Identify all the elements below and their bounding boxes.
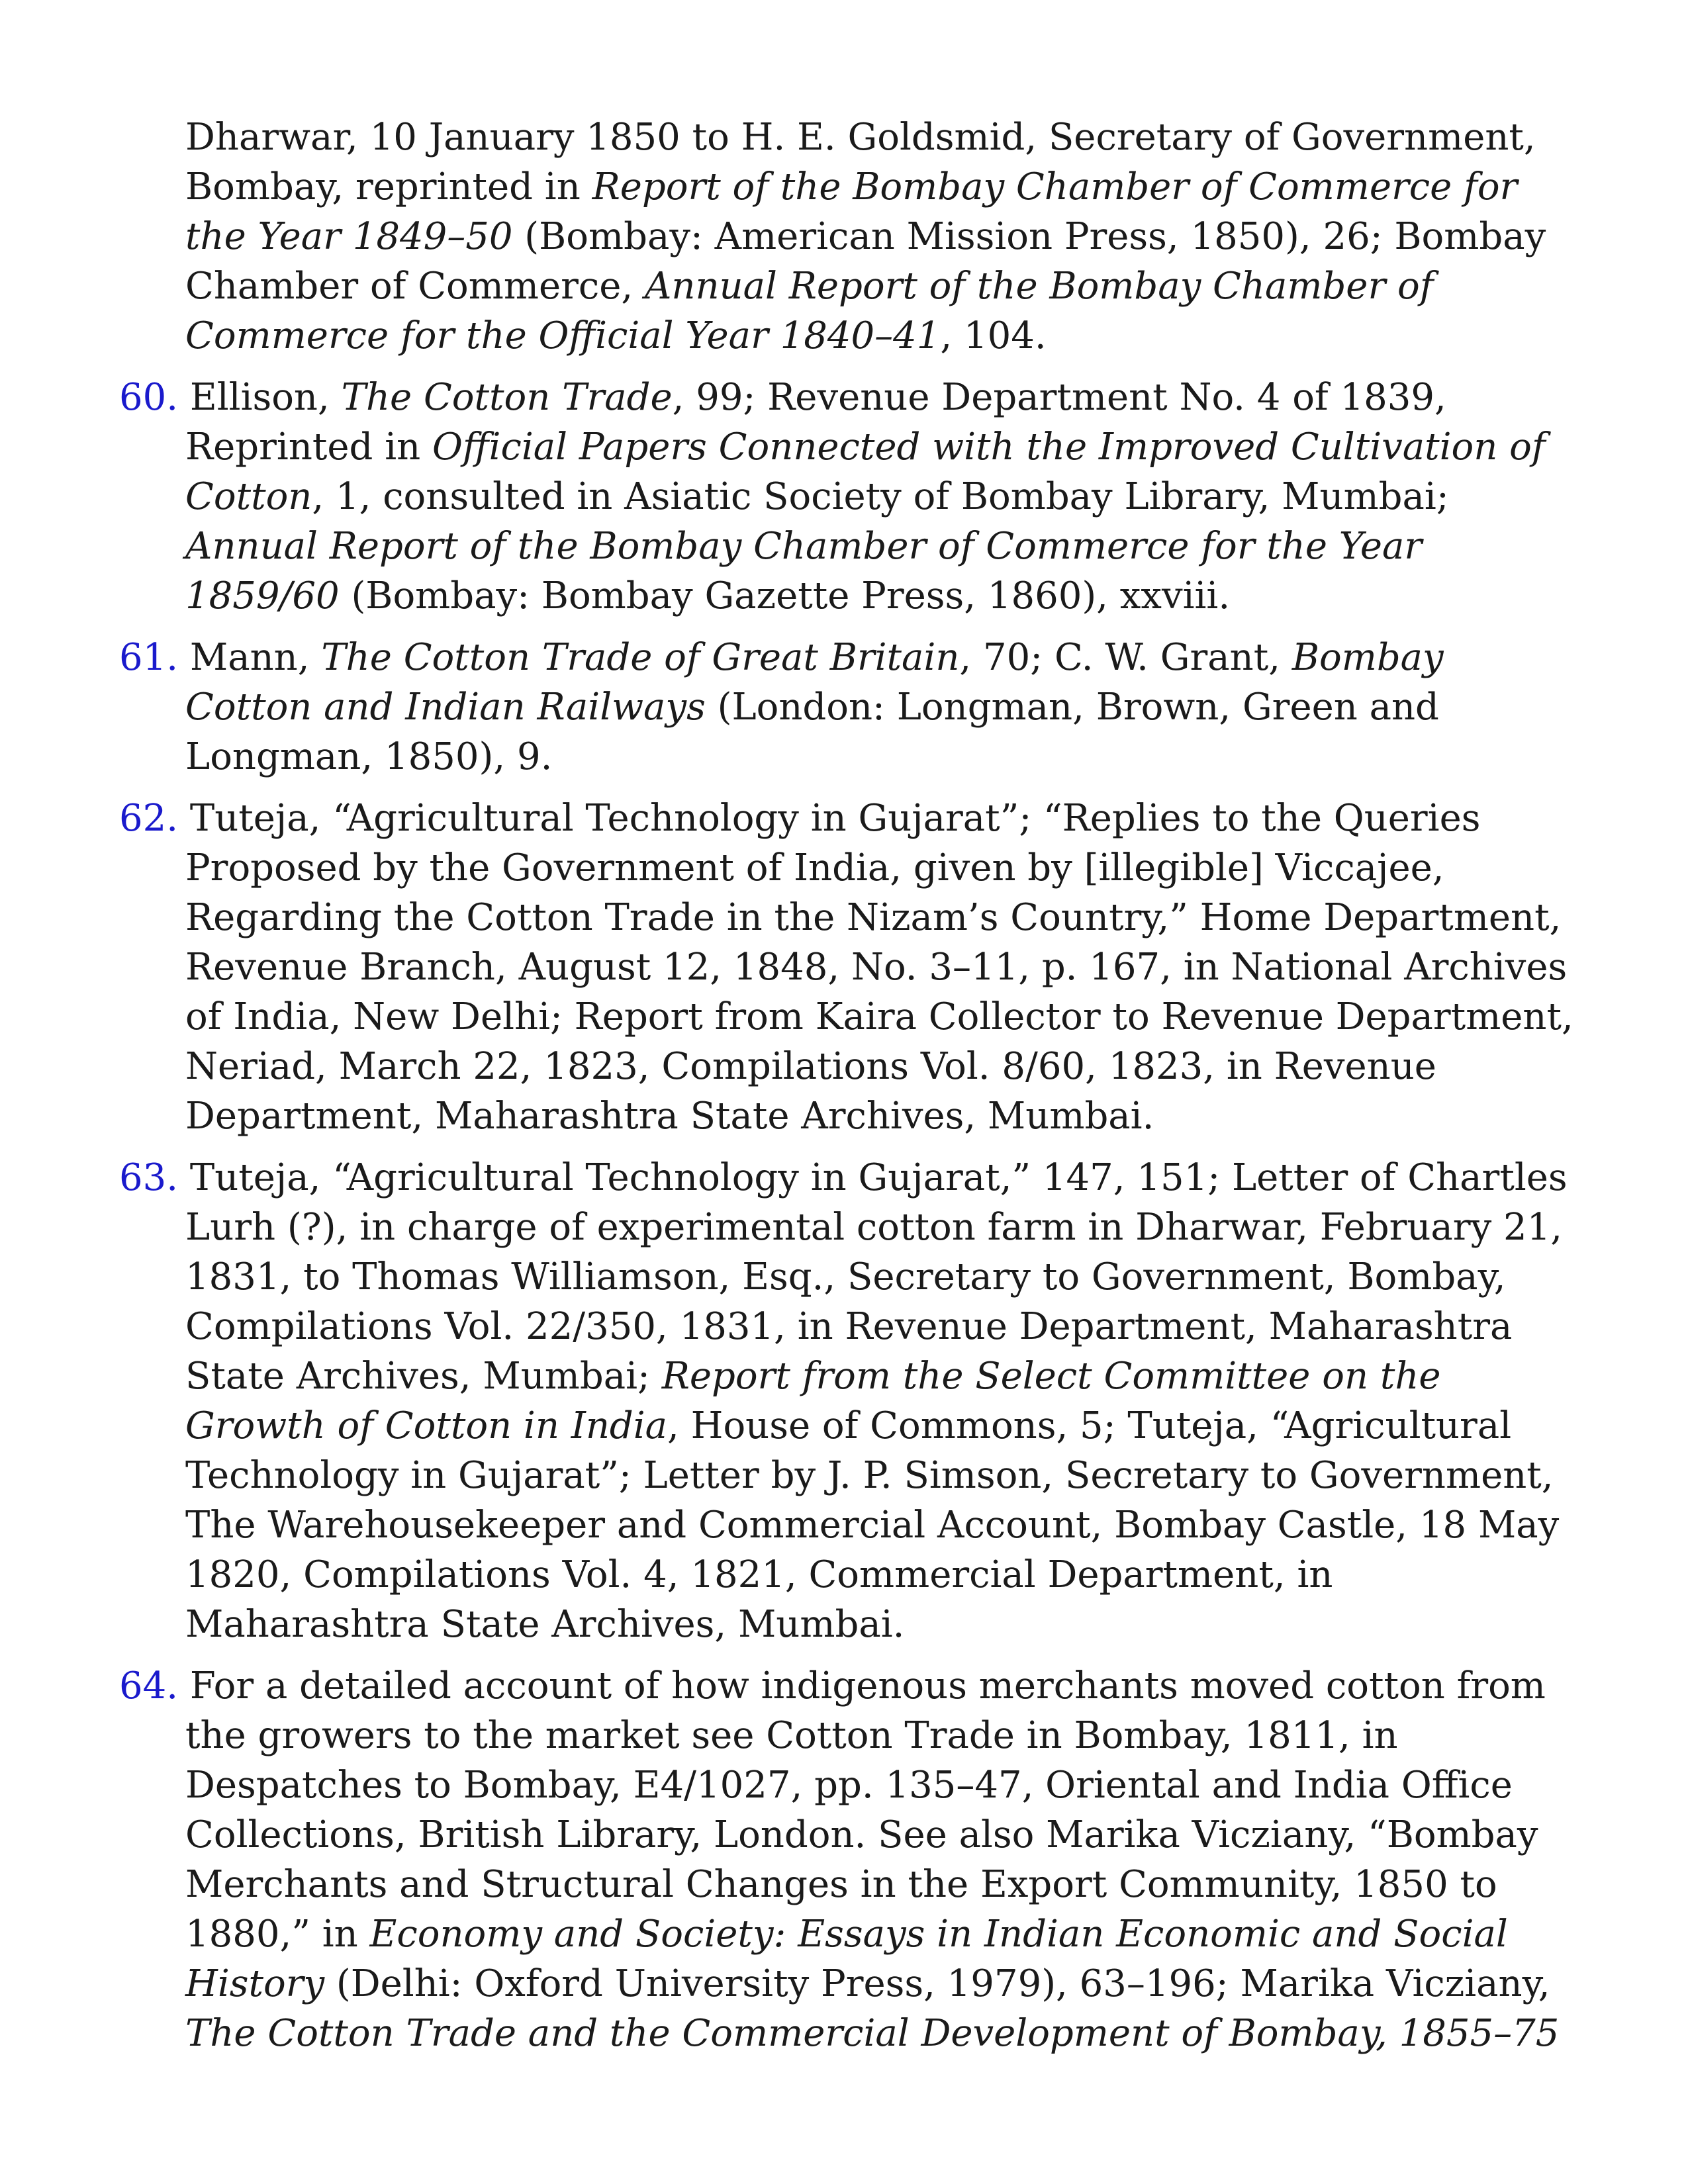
endnotes-list <box>119 113 1575 2070</box>
note-text: Mann, <box>178 636 322 679</box>
italic-title: Annual Report of the Bombay Chamber of Commerce for the Year 1859/60 <box>185 525 1423 617</box>
endnote-continuation <box>119 113 1575 361</box>
endnote-62 <box>119 794 1575 1141</box>
italic-title: Economy and Society: Essays in Indian Economic and Social History <box>185 1913 1508 2005</box>
note-text: Tuteja, “Agricultural Technology in Gujarat”; “Replies to the Queries Proposed by the Government of India, given by [illegible] Viccajee, Regarding the Cotton Trade in the Nizam’s Country,” Home Department, Revenue Branch, August 12, 1848, No. 3–11, p. 167, in National Archives of India, New Delhi; Report from Kaira Collector to Revenue Department, Neriad, March 22, 1823, Compilations Vol. 8/60, 1823, in Revenue Department, Maharashtra State Archives, Mumbai. <box>178 797 1573 1138</box>
note-text: , House of Commons, 5; Tuteja, “Agricultural Technology in Gujarat”; Letter by J. P. Simson, Secretary to Government, The Warehousekeeper and Commercial Account, Bombay Castle, 18 May 1820, Compilations Vol. 4, 1821, Commercial Department, in Maharashtra State Archives, Mumbai. <box>185 1404 1560 1646</box>
note-text: Ellison, <box>178 376 342 419</box>
italic-title: Official Papers Connected with the Improved Cultivation of Cotton <box>185 426 1546 518</box>
endnote-number[interactable]: 61. <box>119 636 179 679</box>
italic-title: Report of the Bombay Chamber of Commerce for the Year 1849–50 <box>185 165 1518 258</box>
endnote-63 <box>119 1153 1575 1649</box>
endnote-number[interactable]: 62. <box>119 797 179 840</box>
italic-title: Report from the Select Committee on the Growth of Cotton in India <box>185 1355 1441 1447</box>
note-text: , 1, consulted in Asiatic Society of Bombay Library, Mumbai; <box>312 475 1449 518</box>
note-text: (London: Longman, Brown, Green and Longman, 1850), 9. <box>185 686 1439 778</box>
note-text: Tuteja, “Agricultural Technology in Gujarat,” 147, 151; Letter of Chartles Lurh (?), in charge of experimental cotton farm in Dharwar, February 21, 1831, to Thomas Williamson, Esq., Secretary to Government, Bombay, Compilations Vol. 22/350, 1831, in Revenue Department, Maharashtra State Archives, Mumbai; <box>178 1156 1568 1398</box>
note-text: , 99; Revenue Department No. 4 of 1839, Reprinted in <box>185 376 1446 469</box>
note-text: Dharwar, 10 January 1850 to H. E. Goldsmid, Secretary of Government, Bombay, reprinted in <box>185 116 1536 208</box>
endnote-number[interactable]: 60. <box>119 376 179 419</box>
note-text: (Delhi: Oxford University Press, 1979), 63–196; Marika Vicziany, <box>324 1962 1550 2005</box>
note-text: For a detailed account of how indigenous merchants moved cotton from the growers to the market see Cotton Trade in Bombay, 1811, in Despatches to Bombay, E4/1027, pp. 135–47, Oriental and India Office Collections, British Library, London. See also Marika Vicziany, “Bombay Merchants and Structural Changes in the Export Community, 1850 to 1880,” in <box>178 1664 1546 1956</box>
italic-title: The Cotton Trade and the Commercial Development of Bombay, 1855–75 <box>185 2012 1560 2055</box>
endnote-64 <box>119 1661 1575 2058</box>
endnote-number[interactable]: 63. <box>119 1156 179 1199</box>
note-text: (Bombay: Bombay Gazette Press, 1860), xxviii. <box>339 574 1231 617</box>
note-text: , 70; C. W. Grant, <box>959 636 1292 679</box>
note-text: , 104. <box>940 314 1047 357</box>
italic-title: Bombay Cotton and Indian Railways <box>185 636 1444 729</box>
italic-title: Annual Report of the Bombay Chamber of Commerce for the Official Year 1840–41 <box>185 265 1434 357</box>
endnote-61 <box>119 633 1575 782</box>
italic-title: The Cotton Trade <box>341 376 673 419</box>
endnote-number[interactable]: 64. <box>119 1664 179 1707</box>
note-text: (Bombay: American Mission Press, 1850), 26; Bombay Chamber of Commerce, <box>185 215 1546 308</box>
endnote-60 <box>119 373 1575 621</box>
italic-title: The Cotton Trade of Great Britain <box>321 636 960 679</box>
